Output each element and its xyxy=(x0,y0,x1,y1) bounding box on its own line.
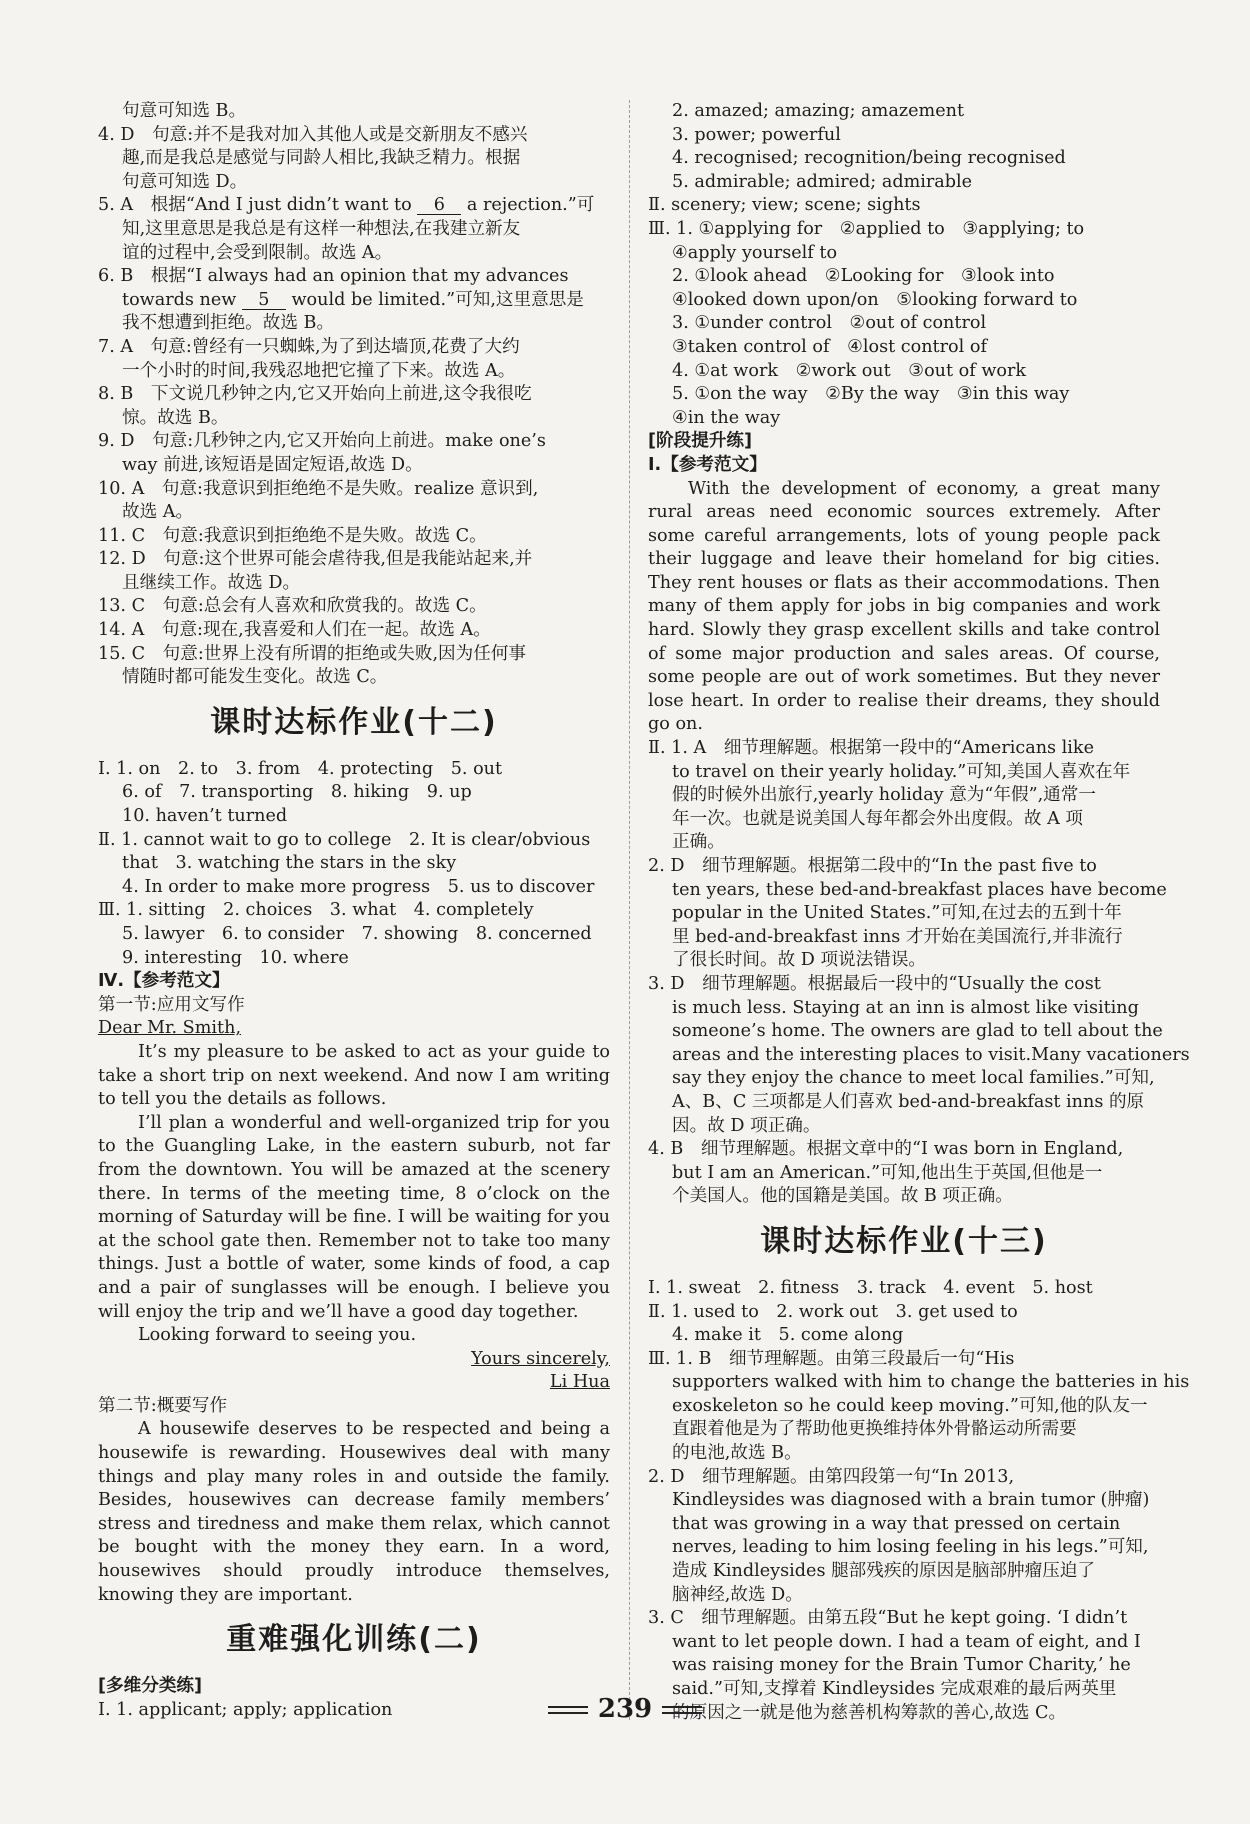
blank-number: 5 xyxy=(242,291,286,310)
text-line: that 3. watching the stars in the sky xyxy=(122,853,457,874)
text-line: 直跟着他是为了帮助他更换维持体外骨骼运动所需要 xyxy=(672,1419,1077,1440)
text-line: A、B、C 三项都是人们喜欢 bed-and-breakfast inns 的原 xyxy=(672,1091,1145,1112)
text-line: 里 bed-and-breakfast inns 才开始在美国流行,并非流行 xyxy=(672,926,1123,947)
text-line: 的原因之一就是他为慈善机构筹款的善心,故选 C。 xyxy=(672,1702,1067,1723)
text-line: 4. B 细节理解题。根据文章中的“I was born in England, xyxy=(648,1139,1124,1160)
text-line: to travel on their yearly holiday.”可知,美国人喜欢在年 xyxy=(672,761,1131,782)
text-line: exoskeleton so he could keep moving.”可知,他的队友一 xyxy=(672,1395,1148,1416)
text-line: popular in the United States.”可知,在过去的五到十年 xyxy=(672,903,1122,924)
text-line: 个美国人。他的国籍是美国。故 B 项正确。 xyxy=(672,1186,1013,1207)
text-line: Ⅱ. 1. cannot wait to go to college 2. It is clear/obvious xyxy=(98,829,591,850)
subsection-label: Ⅳ.【参考范文】 xyxy=(98,971,230,992)
text-line: 10. A 句意:我意识到拒绝绝不是失败。realize 意识到, xyxy=(98,478,539,499)
text-line: 一个小时的时间,我残忍地把它撞了下来。故选 A。 xyxy=(122,360,516,381)
text-line: Ⅰ. 1. sweat 2. fitness 3. track 4. event 5. host xyxy=(648,1277,1093,1298)
text-line: Ⅲ. 1. B 细节理解题。由第三段最后一句“His xyxy=(648,1348,1015,1369)
text-line: Ⅰ. 1. applicant; apply; application xyxy=(98,1699,393,1720)
paragraph: It’s my pleasure to be asked to act as your guide to take a short trip on next weekend. And now I am writing to tell you the details as follows. xyxy=(98,1041,610,1110)
text-line: 句意可知选 D。 xyxy=(122,171,248,192)
text-line: Ⅱ. 1. A 细节理解题。根据第一段中的“Americans like xyxy=(648,738,1094,759)
text-line: Ⅱ. scenery; view; scene; sights xyxy=(648,195,921,216)
text-line: 4. In order to make more progress 5. us to discover xyxy=(122,876,595,897)
footer-rule-right xyxy=(662,1706,702,1714)
text-line: 且继续工作。故选 D。 xyxy=(122,572,301,593)
text-line: Kindleysides was diagnosed with a brain tumor (肿瘤) xyxy=(672,1490,1150,1511)
text-line: areas and the interesting places to visit.Many vacationers xyxy=(672,1044,1190,1065)
subsection-label: [阶段提升练] xyxy=(648,431,753,452)
text-line: someone’s home. The owners are glad to tell about the xyxy=(672,1021,1163,1042)
text-line: ④looked down upon/on ⑤looking forward to xyxy=(672,289,1078,310)
page-number: 239 xyxy=(597,1694,653,1724)
text-line: 15. C 句意:世界上没有所谓的拒绝或失败,因为任何事 xyxy=(98,643,527,664)
text-line: that was growing in a way that pressed on certain xyxy=(672,1513,1121,1534)
left-column xyxy=(98,100,610,1722)
text-line: Li Hua xyxy=(549,1372,610,1393)
text-line: 第二节:概要写作 xyxy=(98,1395,228,1416)
text-line: 5. admirable; admired; admirable xyxy=(672,171,973,192)
text-line: 3. C 细节理解题。由第五段“But he kept going. ‘I didn’t xyxy=(648,1608,1128,1629)
text-line: want to let people down. I had a team of eight, and I xyxy=(672,1631,1141,1652)
line-text: 5. A 根据“And I just didn’t want to xyxy=(98,195,418,216)
text-line: say they enjoy the chance to meet local families.”可知, xyxy=(672,1068,1155,1089)
text-line: 12. D 句意:这个世界可能会虐待我,但是我能站起来,并 xyxy=(98,549,533,570)
text-line: ④in the way xyxy=(672,407,781,428)
text-line: was raising money for the Brain Tumor Charity,’ he xyxy=(672,1655,1131,1676)
text-line: 2. D 细节理解题。由第四段第一句“In 2013, xyxy=(648,1466,1015,1487)
text-line xyxy=(98,194,610,218)
paragraph: I’ll plan a wonderful and well-organized trip for you to the Guangling Lake, in the eastern suburb, not far from the downtown. You will be amazed at the scenery there. In terms of the meeting time, 8 o’clock on the morning of Saturday will be fine. I will be waiting for you at the school gate then. Remember not to take too many things. Just a bottle of water, some kinds of food, a cap and a pair of sunglasses will be enough. I believe you will enjoy the trip and we’ll have a good day together. xyxy=(98,1112,610,1322)
text-line: is much less. Staying at an inn is almost like visiting xyxy=(672,997,1139,1018)
text-line: 趣,而是我总是感觉与同龄人相比,我缺乏精力。根据 xyxy=(122,148,521,169)
text-line: 4. recognised; recognition/being recognised xyxy=(672,148,1066,169)
footer-rule-left xyxy=(548,1706,588,1714)
text-line: Ⅲ. 1. sitting 2. choices 3. what 4. completely xyxy=(98,900,534,921)
blank-number: 6 xyxy=(417,196,461,215)
text-line: ③taken control of ④lost control of xyxy=(672,336,987,357)
text-line: 的电池,故选 B。 xyxy=(672,1443,802,1464)
text-line: 14. A 句意:现在,我喜爱和人们在一起。故选 A。 xyxy=(98,620,491,641)
text-line: 8. B 下文说几秒钟之内,它又开始向上前进,这令我很吃 xyxy=(98,384,532,405)
section-heading: 课时达标作业(十二) xyxy=(210,704,498,740)
subsection-label: [多维分类练] xyxy=(98,1676,203,1697)
right-column xyxy=(648,100,1190,1725)
text-line: Dear Mr. Smith, xyxy=(98,1018,242,1039)
text-line: Yours sincerely, xyxy=(471,1348,610,1369)
paragraph: Looking forward to seeing you. xyxy=(138,1325,417,1346)
text-line: 惊。故选 B。 xyxy=(122,407,229,428)
text-line: 了很长时间。故 D 项说法错误。 xyxy=(672,950,927,971)
text-line: 造成 Kindleysides 腿部残疾的原因是脑部肿瘤压迫了 xyxy=(672,1561,1095,1582)
text-line: 2. amazed; amazing; amazement xyxy=(672,101,965,121)
text-line: 正确。 xyxy=(672,832,725,853)
text-line: 9. interesting 10. where xyxy=(122,947,349,968)
text-line: 脑神经,故选 D。 xyxy=(672,1584,803,1605)
text-line: 6. B 根据“I always had an opinion that my advances xyxy=(98,266,569,287)
text-line: nerves, leading to him losing feeling in his legs.”可知, xyxy=(672,1537,1149,1558)
text-line: Ⅱ. 1. used to 2. work out 3. get used to xyxy=(648,1301,1018,1322)
line-text: a rejection.”可 xyxy=(461,195,595,216)
subsection-label: Ⅰ.【参考范文】 xyxy=(648,454,767,475)
text-line: 3. power; powerful xyxy=(672,124,841,145)
text-line: 谊的过程中,会受到限制。故选 A。 xyxy=(122,242,393,263)
text-line: 4. ①at work ②work out ③out of work xyxy=(672,360,1027,381)
column-divider xyxy=(629,100,630,1720)
text-line: 2. ①look ahead ②Looking for ③look into xyxy=(672,266,1055,287)
text-line: ④apply yourself to xyxy=(672,242,838,263)
text-line: 3. ①under control ②out of control xyxy=(672,313,987,334)
text-line: 5. ①on the way ②By the way ③in this way xyxy=(672,384,1070,405)
text-line: 3. D 细节理解题。根据最后一段中的“Usually the cost xyxy=(648,973,1101,994)
text-line: supporters walked with him to change the batteries in his xyxy=(672,1372,1190,1393)
text-line: 情随时都可能发生变化。故选 C。 xyxy=(122,667,388,688)
text-line: 13. C 句意:总会有人喜欢和欣赏我的。故选 C。 xyxy=(98,596,487,617)
text-line: Ⅰ. 1. on 2. to 3. from 4. protecting 5. out xyxy=(98,758,503,779)
section-heading: 课时达标作业(十三) xyxy=(760,1223,1048,1259)
page-footer xyxy=(0,1694,1250,1724)
text-line: 假的时候外出旅行,yearly holiday 意为“年假”,通常一 xyxy=(672,785,1096,806)
text-line: Ⅲ. 1. ①applying for ②applied to ③applying; to xyxy=(648,218,1085,239)
text-line: 我不想遭到拒绝。故选 B。 xyxy=(122,313,335,334)
text-line: 9. D 句意:几秒钟之内,它又开始向上前进。make one’s xyxy=(98,431,546,452)
text-line: 年一次。也就是说美国人每年都会外出度假。故 A 项 xyxy=(672,808,1083,829)
text-line: 7. A 句意:曾经有一只蜘蛛,为了到达墙顶,花费了大约 xyxy=(98,336,520,357)
text-line: 4. make it 5. come along xyxy=(672,1325,904,1346)
section-heading: 重难强化训练(二) xyxy=(226,1622,482,1658)
text-line: 故选 A。 xyxy=(122,502,194,523)
text-line: 第一节:应用文写作 xyxy=(98,994,245,1015)
paragraph: A housewife deserves to be respected and being a housewife is rewarding. Housewives deal with many things and play many roles in and outside the family. Besides, housewives can decrease family members’ stress and tiredness and make them relax, which cannot be bought with the money they earn. In a word, housewives should proudly introduce themselves, knowing they are important. xyxy=(98,1419,610,1605)
text-line: 5. lawyer 6. to consider 7. showing 8. concerned xyxy=(122,924,592,944)
text-line: said.”可知,支撑着 Kindleysides 完成艰难的最后两英里 xyxy=(672,1679,1117,1699)
text-line: but I am an American.”可知,他出生于英国,但他是一 xyxy=(672,1162,1103,1183)
text-line xyxy=(98,289,610,313)
text-line: ten years, these bed-and-breakfast places have become xyxy=(672,879,1167,900)
text-line: 11. C 句意:我意识到拒绝绝不是失败。故选 C。 xyxy=(98,525,487,546)
text-line: 10. haven’t turned xyxy=(122,806,288,827)
text-line: 2. D 细节理解题。根据第二段中的“In the past five to xyxy=(648,856,1097,876)
text-line: way 前进,该短语是固定短语,故选 D。 xyxy=(122,454,423,475)
text-line: 知,这里意思是我总是有这样一种想法,在我建立新友 xyxy=(122,218,521,239)
text-line: 因。故 D 项正确。 xyxy=(672,1115,821,1136)
line-text: would be limited.”可知,这里意思是 xyxy=(285,289,584,310)
text-line: 4. D 句意:并不是我对加入其他人或是交新朋友不感兴 xyxy=(98,124,528,145)
text-line: 6. of 7. transporting 8. hiking 9. up xyxy=(122,782,472,803)
line-text: towards new xyxy=(122,289,242,310)
paragraph: With the development of economy, a great many rural areas need economic sources extremely. After some careful arrangements, lots of young people pack their luggage and leave their homeland for big cities. They rent houses or flats as their accommodations. Then many of them apply for jobs in big companies and work hard. Slowly they grasp excellent skills and take control of some major production and sales areas. Of course, some people are out of work sometimes. But they never lose heart. In order to realise their dreams, they should go on. xyxy=(648,478,1160,735)
text-line: 句意可知选 B。 xyxy=(122,101,247,121)
